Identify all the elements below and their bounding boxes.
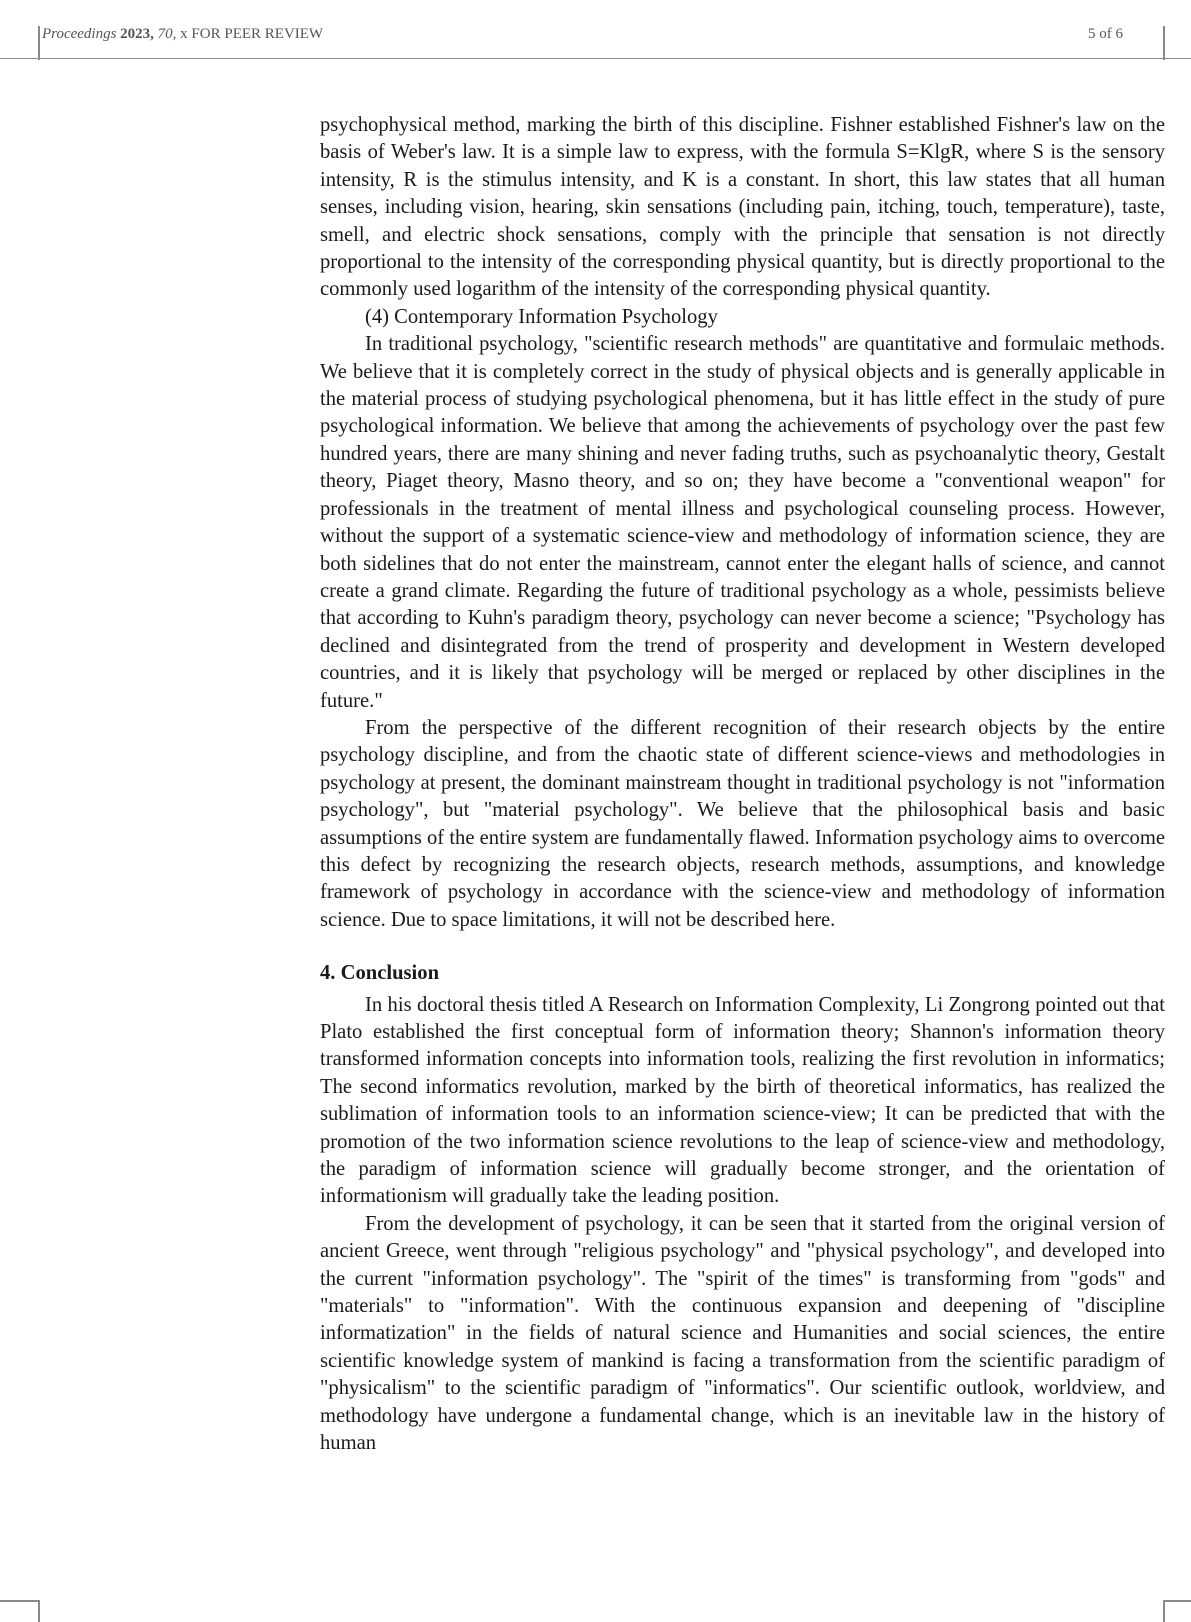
crop-mark-top-left [38,26,40,60]
header-rule [0,58,1191,59]
crop-mark-bottom-left [0,1600,38,1602]
paragraph: In traditional psychology, "scientific research methods" are quantitative and formulaic methods. We believe that it is completely correct in the study of physical objects and is generally applicable in the material process of studying psychological phenomena, but it has little effect in the study of pure psychological information. We believe that among the achievements of psychology over the past few hundred years, there are many shining and never fading truths, such as psychoanalytic theory, Gestalt theory, Piaget theory, Masno theory, and so on; they have become a "conventional weapon" for professionals in the treatment of mental illness and psychological counseling process. However, without the support of a systematic science-view and methodology of information science, they are both sidelines that do not enter the mainstream, cannot enter the elegant halls of science, and cannot create a grand climate. Regarding the future of traditional psychology as a whole, pessimists believe that according to Kuhn's paradigm theory, psychology can never become a science; "Psychology has declined and disintegrated from the trend of prosperity and development in Western developed countries, and it is likely that psychology will be merged or replaced by other disciplines in the future." [320,333,1165,712]
running-header [42,26,323,43]
journal-year-volume: 2023, [116,26,158,42]
journal-name: Proceedings [42,26,117,42]
crop-mark-bottom-right-v [1163,1600,1165,1622]
review-note: , x FOR PEER REVIEW [172,26,324,42]
crop-mark-bottom-right [1163,1600,1191,1602]
journal-volume: 70 [157,26,173,42]
paragraph: From the perspective of the different recognition of their research objects by the entire psychology discipline, and from the chaotic state of different science-views and methodologies in psychology at present, the dominant mainstream thought in traditional psychology is not "information psychology", but "material psychology". We believe that the philosophical basis and basic assumptions of the entire system are fundamentally flawed. Information psychology aims to overcome this defect by recognizing the research objects, research methods, assumptions, and knowledge framework of psychology in accordance with the science-view and methodology of information science. Due to space limitations, it will not be described here. [320,716,1165,931]
crop-mark-bottom-left-v [38,1600,40,1622]
section-heading: 4. Conclusion [320,962,440,985]
page-number: 5 of 6 [1088,26,1123,42]
paragraph: psychophysical method, marking the birth of this discipline. Fishner established Fishner's law on the basis of Weber's law. It is a simple law to express, with the formula S=KlgR, where S is the sensory intensity, R is the stimulus intensity, and K is a constant. In short, this law states that all human senses, including vision, hearing, skin sensations (including pain, itching, touch, temperature), taste, smell, and electric shock sensations, comply with the principle that sensation is not directly proportional to the intensity of the corresponding physical quantity, but is directly proportional to the commonly used logarithm of the intensity of the corresponding physical quantity. [320,114,1165,301]
body-text [320,112,1165,1458]
crop-mark-top-right [1163,26,1165,60]
paragraph: In his doctoral thesis titled A Research on Information Complexity, Li Zongrong pointed out that Plato established the first conceptual form of information theory; Shannon's information theory transformed information concepts into information tools, realizing the first revolution in informatics; The second informatics revolution, marked by the birth of theoretical informatics, has realized the sublimation of information tools to an information science-view; It can be predicted that with the promotion of the two information science revolutions to the leap of science-view and methodology, the paradigm of information science will gradually become stronger, and the orientation of informationism will gradually take the leading position. [320,993,1165,1208]
subsection-heading: (4) Contemporary Information Psychology [365,305,718,328]
paragraph: From the development of psychology, it can be seen that it started from the original version of ancient Greece, went through "religious psychology" and "physical psychology", and developed into the current "information psychology". The "spirit of the times" is transforming from "gods" and "materials" to "information". With the continuous expansion and deepening of "discipline informatization" in the fields of natural science and Humanities and social sciences, the entire scientific knowledge system of mankind is facing a transformation from the scientific paradigm of "physicalism" to the scientific paradigm of "informatics". Our scientific outlook, worldview, and methodology have undergone a fundamental change, which is an inevitable law in the history of human [320,1212,1165,1455]
